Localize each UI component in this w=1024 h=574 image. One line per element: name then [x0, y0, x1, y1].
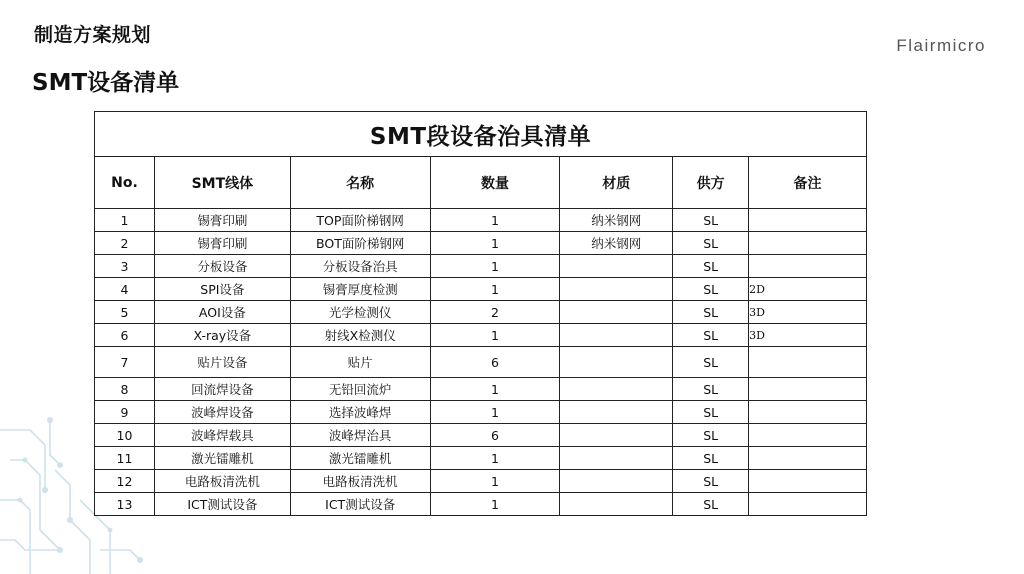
- item-name-cell: 激光镭雕机: [290, 447, 430, 470]
- item-name-cell: 无铅回流炉: [290, 378, 430, 401]
- supplier-cell: SL: [673, 470, 749, 493]
- quantity-cell: 6: [430, 347, 560, 378]
- smt-line-cell: X-ray设备: [154, 324, 290, 347]
- item-name-cell: 锡膏厚度检测: [290, 278, 430, 301]
- note-cell: 3D: [749, 301, 867, 324]
- material-cell: [560, 301, 673, 324]
- column-header: 名称: [290, 157, 430, 209]
- row-number: 4: [95, 278, 155, 301]
- row-number: 13: [95, 493, 155, 516]
- note-cell: [749, 347, 867, 378]
- quantity-cell: 1: [430, 324, 560, 347]
- material-cell: [560, 378, 673, 401]
- material-cell: 纳米钢网: [560, 232, 673, 255]
- item-name-cell: TOP面阶梯钢网: [290, 209, 430, 232]
- note-cell: [749, 424, 867, 447]
- smt-line-cell: 锡膏印刷: [154, 232, 290, 255]
- quantity-cell: 2: [430, 301, 560, 324]
- note-cell: 2D: [749, 278, 867, 301]
- brand-logo-text: Flairmicro: [896, 36, 986, 55]
- supplier-cell: SL: [673, 378, 749, 401]
- smt-line-cell: 贴片设备: [154, 347, 290, 378]
- material-cell: [560, 493, 673, 516]
- table-row: [95, 447, 867, 470]
- row-number: 11: [95, 447, 155, 470]
- item-name-cell: 电路板清洗机: [290, 470, 430, 493]
- supplier-cell: SL: [673, 447, 749, 470]
- material-cell: [560, 278, 673, 301]
- item-name-cell: 光学检测仪: [290, 301, 430, 324]
- row-number: 1: [95, 209, 155, 232]
- note-cell: 3D: [749, 324, 867, 347]
- table-row: [95, 278, 867, 301]
- smt-line-cell: 波峰焊设备: [154, 401, 290, 424]
- table-row: [95, 424, 867, 447]
- table-caption: SMT段设备治具清单: [95, 112, 867, 157]
- column-header: 备注: [749, 157, 867, 209]
- note-cell: [749, 447, 867, 470]
- quantity-cell: 1: [430, 470, 560, 493]
- quantity-cell: 1: [430, 447, 560, 470]
- table-row: [95, 232, 867, 255]
- item-name-cell: 贴片: [290, 347, 430, 378]
- supplier-cell: SL: [673, 401, 749, 424]
- row-number: 10: [95, 424, 155, 447]
- row-number: 6: [95, 324, 155, 347]
- quantity-cell: 1: [430, 209, 560, 232]
- smt-line-cell: SPI设备: [154, 278, 290, 301]
- row-number: 7: [95, 347, 155, 378]
- quantity-cell: 1: [430, 255, 560, 278]
- material-cell: [560, 324, 673, 347]
- supplier-cell: SL: [673, 301, 749, 324]
- material-cell: [560, 255, 673, 278]
- column-header: SMT线体: [154, 157, 290, 209]
- material-cell: [560, 347, 673, 378]
- table-row: [95, 301, 867, 324]
- row-number: 12: [95, 470, 155, 493]
- material-cell: [560, 401, 673, 424]
- quantity-cell: 1: [430, 278, 560, 301]
- note-cell: [749, 401, 867, 424]
- smt-line-cell: AOI设备: [154, 301, 290, 324]
- note-cell: [749, 470, 867, 493]
- row-number: 9: [95, 401, 155, 424]
- item-name-cell: 分板设备治具: [290, 255, 430, 278]
- note-cell: [749, 378, 867, 401]
- smt-line-cell: 回流焊设备: [154, 378, 290, 401]
- column-header: 数量: [430, 157, 560, 209]
- table-row: [95, 401, 867, 424]
- supplier-cell: SL: [673, 493, 749, 516]
- supplier-cell: SL: [673, 232, 749, 255]
- supplier-cell: SL: [673, 278, 749, 301]
- row-number: 3: [95, 255, 155, 278]
- item-name-cell: 选择波峰焊: [290, 401, 430, 424]
- row-number: 2: [95, 232, 155, 255]
- note-cell: [749, 209, 867, 232]
- quantity-cell: 1: [430, 378, 560, 401]
- table-row: [95, 324, 867, 347]
- table-row: [95, 347, 867, 378]
- item-name-cell: 波峰焊治具: [290, 424, 430, 447]
- smt-line-cell: 锡膏印刷: [154, 209, 290, 232]
- smt-line-cell: 激光镭雕机: [154, 447, 290, 470]
- row-number: 5: [95, 301, 155, 324]
- section-title: SMT设备清单: [32, 70, 180, 96]
- smt-equipment-table: [94, 111, 867, 516]
- supplier-cell: SL: [673, 324, 749, 347]
- table-row: [95, 209, 867, 232]
- note-cell: [749, 493, 867, 516]
- column-header: 供方: [673, 157, 749, 209]
- quantity-cell: 6: [430, 424, 560, 447]
- row-number: 8: [95, 378, 155, 401]
- table-row: [95, 255, 867, 278]
- table-header-row: [95, 157, 867, 209]
- quantity-cell: 1: [430, 493, 560, 516]
- table-row: [95, 378, 867, 401]
- table-row: [95, 470, 867, 493]
- supplier-cell: SL: [673, 347, 749, 378]
- item-name-cell: BOT面阶梯钢网: [290, 232, 430, 255]
- supplier-cell: SL: [673, 255, 749, 278]
- supplier-cell: SL: [673, 424, 749, 447]
- quantity-cell: 1: [430, 401, 560, 424]
- quantity-cell: 1: [430, 232, 560, 255]
- smt-line-cell: ICT测试设备: [154, 493, 290, 516]
- item-name-cell: 射线X检测仪: [290, 324, 430, 347]
- column-header: No.: [95, 157, 155, 209]
- table-body: [95, 209, 867, 516]
- material-cell: [560, 447, 673, 470]
- page-title: 制造方案规划: [34, 24, 152, 46]
- item-name-cell: ICT测试设备: [290, 493, 430, 516]
- material-cell: [560, 470, 673, 493]
- material-cell: [560, 424, 673, 447]
- table-row: [95, 493, 867, 516]
- note-cell: [749, 232, 867, 255]
- smt-line-cell: 分板设备: [154, 255, 290, 278]
- smt-line-cell: 波峰焊载具: [154, 424, 290, 447]
- supplier-cell: SL: [673, 209, 749, 232]
- column-header: 材质: [560, 157, 673, 209]
- smt-line-cell: 电路板清洗机: [154, 470, 290, 493]
- note-cell: [749, 255, 867, 278]
- material-cell: 纳米钢网: [560, 209, 673, 232]
